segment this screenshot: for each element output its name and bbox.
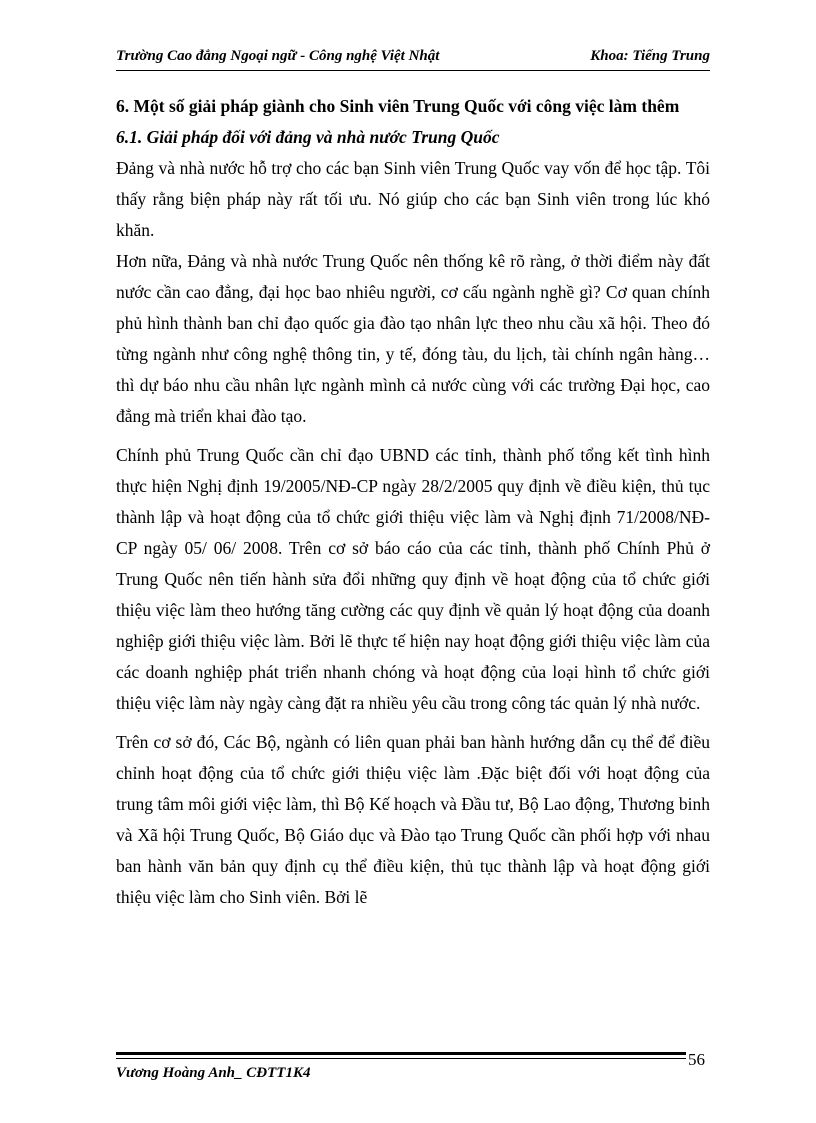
paragraph-3: Chính phủ Trung Quốc cần chỉ đạo UBND các tỉnh, thành phố tổng kết tình hình thực hiện Nghị định 19/2005/NĐ-CP ngày 28/2/2005 quy định về điều kiện, thủ tục thành lập và hoạt động của tổ chức giới thiệu việc làm và Nghị định 71/2008/NĐ-CP ngày 05/ 06/ 2008. Trên cơ sở báo cáo của các tỉnh, thành phố Chính Phủ ở Trung Quốc nên tiến hành sửa đổi những quy định về hoạt động của tổ chức giới thiệu việc làm theo hướng tăng cường các quy định về quản lý hoạt động của doanh nghiệp giới thiệu việc làm. Bởi lẽ thực tế hiện nay hoạt động giới thiệu việc làm của các doanh nghiệp phát triển nhanh chóng và hoạt động của loại hình tổ chức giới thiệu việc làm này ngày càng đặt ra nhiều yêu cầu trong công tác quản lý nhà nước. xyxy=(116,445,710,713)
page-body xyxy=(116,88,710,913)
header-department: Khoa: Tiếng Trung xyxy=(590,48,710,64)
footer-divider-thin xyxy=(116,1058,686,1059)
subsection-title: 6.1. Giải pháp đối với đảng và nhà nước Trung Quốc xyxy=(116,127,500,147)
paragraph-1: Đảng và nhà nước hỗ trợ cho các bạn Sinh viên Trung Quốc vay vốn để học tập. Tôi thấy rằng biện pháp này rất tối ưu. Nó giúp cho các bạn Sinh viên trong lúc khó khăn. xyxy=(116,158,710,240)
header-school-name: Trường Cao đẳng Ngoại ngữ - Công nghệ Việt Nhật xyxy=(116,48,440,64)
paragraph-2: Hơn nữa, Đảng và nhà nước Trung Quốc nên thống kê rõ ràng, ở thời điểm này đất nước cần cao đẳng, đại học bao nhiêu người, cơ cấu ngành nghề gì? Cơ quan chính phủ hình thành ban chỉ đạo quốc gia đào tạo nhân lực theo nhu cầu xã hội. Theo đó từng ngành như công nghệ thông tin, y tế, đóng tàu, du lịch, tài chính ngân hàng… thì dự báo nhu cầu nhân lực ngành mình cả nước cùng với các trường Đại học, cao đẳng mà triển khai đào tạo. xyxy=(116,251,710,426)
section-title: 6. Một số giải pháp giành cho Sinh viên Trung Quốc với công việc làm thêm xyxy=(116,96,680,116)
paragraph-4: Trên cơ sở đó, Các Bộ, ngành có liên quan phải ban hành hướng dẫn cụ thể để điều chỉnh hoạt động của tổ chức giới thiệu việc làm .Đặc biệt đối với hoạt động của trung tâm môi giới việc làm, thì Bộ Kế hoạch và Đầu tư, Bộ Lao động, Thương binh và Xã hội Trung Quốc, Bộ Giáo dục và Đào tạo Trung Quốc cần phối hợp với nhau ban hành văn bản quy định cụ thể điều kiện, thủ tục thành lập và hoạt động giới thiệu việc làm cho Sinh viên. Bởi lẽ xyxy=(116,732,710,907)
footer-divider-thick xyxy=(116,1052,686,1055)
header-divider xyxy=(116,70,710,71)
page-header xyxy=(116,48,710,68)
page-number: 56 xyxy=(688,1050,705,1069)
footer-author: Vương Hoàng Anh_ CĐTT1K4 xyxy=(116,1065,311,1081)
